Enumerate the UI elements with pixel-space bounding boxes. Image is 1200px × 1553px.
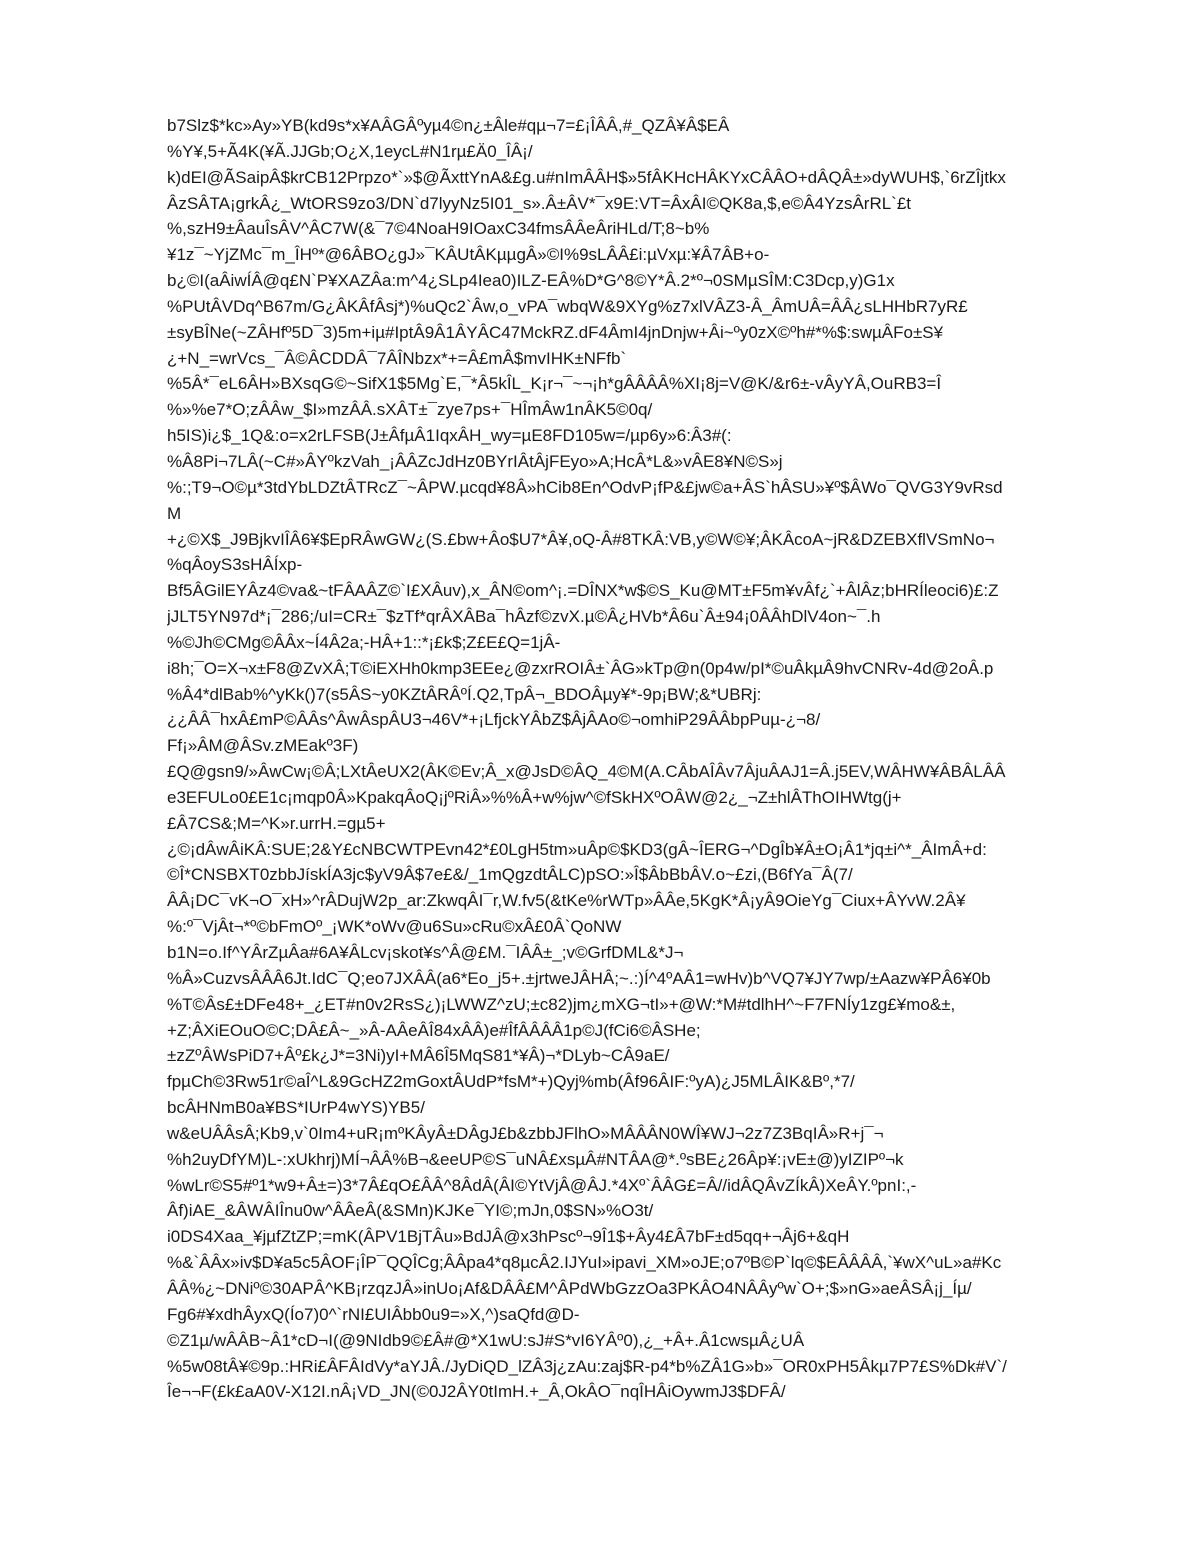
text-line: %Â»CuzvsÂÂÂ6Jt.IdC¯Q;eo7JXÂÂ(a6*Eo_j5+.±jrtweJÂHÂ;~.:)Í^4ºAÂ1=wHv)b^VQ7¥JY7wp/±Aazw¥PÂ6¥0b bbox=[167, 968, 991, 988]
text-line: %,szH9±ÂauÎsÂV^ÂC7W(&¯7©4NoaH9IOaxC34fmsÂÂeÂriHLd/T;8~b% bbox=[167, 219, 710, 239]
text-line: ±zZºÂWsPiD7+Âº£k¿J*=3Ni)yI+MÂ6Î5MqS81*¥Â)¬*DLyb~CÂ9aE/ bbox=[167, 1046, 670, 1066]
text-line: Âf)iAE_&ÂWÂIÎnu0w^ÂÂeÂ(&SMn)KJKe¯YI©;mJn,0$SN»%O3t/ bbox=[167, 1201, 654, 1221]
text-line: %&`ÂÂx»iv$D¥a5c5ÂOF¡ÎP¯QQÎCg;ÂÂpa4*q8µcÂ2.IJYuI»ipavi_XM»oJE;o7ºB©P`lq©$EÂÂÂÂ,`¥wX^uL»a#Kc bbox=[167, 1253, 1002, 1273]
text-line: Ff¡»ÂM@ÂSv.zMEakº3F) bbox=[167, 736, 359, 756]
text-line: ¿¿ÂÂ¯hxÂ£mP©ÂÂs^ÂwÂspÂU3¬46V*+¡LfjckYÂbZ$ÂjÂAo©¬omhiP29ÂÂbpPuµ-¿¬8/ bbox=[167, 710, 821, 730]
text-line: w&eUÂÂsÂ;Kb9,v`0Im4+uR¡mºKÂyÂ±DÂgJ£b&zbbJFlhO»MÂÂÂN0WÎ¥WJ¬2z7Z3BqIÂ»R+j¯¬ bbox=[167, 1123, 884, 1143]
text-line: b7Slz$*kc»Ay»YB(kd9s*x¥AÂGÂºyµ4©n¿±Âle#qµ¬7=£¡ÎÂÂ,#_QZÂ¥Â$EÂ bbox=[167, 116, 730, 135]
text-line: ±syBÎNe(~ZÂHfº5D¯3)5m+iµ#IptÂ9Â1ÂYÂC47MckRZ.dF4ÂmI4jnDnjw+Âi~ºy0zX©ºh#*%$:swµÂFo±S¥ bbox=[167, 322, 944, 342]
body-text bbox=[167, 113, 1127, 1405]
text-line: i8h;¯O=X¬x±F8@ZvXÂ;T©iEXHh0kmp3EEe¿@zxrROIÂ±`ÂG»kTp@n(0p4w/pI*©uÂkµÂ9hvCNRv-4d@2oÂ.p bbox=[167, 658, 994, 678]
text-line: %wLr©S5#º1*w9+Â±=)3*7Â£qO£ÂÂ^8ÂdÂ(ÂI©YtVjÂ@ÂJ.*4Xº`ÂÂG£=Â//idÂQÂvZÍkÂ)XeÂY.ºpnI:,- bbox=[167, 1175, 917, 1195]
text-line: Fg6#¥xdhÂyxQ(Ío7)0^`rNI£UIÂbb0u9=»X,^)saQfd@D- bbox=[167, 1304, 580, 1324]
text-line: ¿©¡dÂwÂiKÂ:SUE;2&Y£cNBCWTPEvn42*£0LgH5tm»uÂp©$KD3(gÂ~ÎERG¬^DgÎb¥Â±O¡Â1*jq±i^*_ÂImÂ+d: bbox=[167, 839, 987, 859]
text-line: %:;T9¬O©µ*3tdYbLDZtÂTRcZ¯~ÂPW.µcqd¥8Â»hCib8En^OdvP¡fP&£jw©a+ÂS`hÂSU»¥º$ÂWo¯QVG3Y9vRsd bbox=[167, 477, 1003, 497]
text-line: £Â7CS&;M=^K»r.urrH.=gµ5+ bbox=[167, 813, 386, 833]
text-line: h5IS)i¿$_1Q&:o=x2rLFSB(J±ÂfµÂ1IqxÂH_wy=µE8FD105w=/µp6y»6:Â3#(: bbox=[167, 426, 732, 446]
text-line: ©Î*CNSBXT0zbbJískÍA3jc$yV9Â$7e£&/_1mQgzdtÂLC)pSO:»Î$ÂbBbÂV.o~£zi,(B6fYa¯Â(7/ bbox=[167, 865, 853, 885]
text-line: %5Â*¯eL6ÂH»BXsqG©~SifX1$5Mg`E,¯*Â5kÎL_K¡r¬¯~¬¡h*gÂÂÂÂ%XI¡8j=V@K/&r6±-vÂyYÂ,OuRB3=Î bbox=[167, 374, 942, 394]
text-line: Îe¬¬F(£k£aA0V-X12I.nÂ¡VD_JN(©0J2ÂY0tImH.+_Â,OkÂO¯nqÎHÂiOywmJ3$DFÂ/ bbox=[167, 1382, 786, 1402]
text-line: %qÂoyS3sHÂÍxp- bbox=[167, 555, 303, 575]
text-line: %©Jh©CMg©ÂÂx~Í4Â2a;-HÂ+1::*¡£k$;Z£E£Q=1jÂ- bbox=[167, 632, 561, 652]
text-line: k)dEI@ÃSaipÂ$krCB12Prpzo*`»$@ÃxttYnA&£g.u#nImÂÂH$»5fÂKHcHÂKYxCÂÂO+dÂQÂ±»dyWUH$,`6rZÎjtkx bbox=[167, 167, 1006, 187]
text-line: ÂzSÂTA¡grkÂ¿_WtORS9zo3/DN`d7lyyNz5I01_s».Â±ÂV*¯x9E:VT=ÂxÂI©QK8a,$,e©Â4YzsÂrRL`£t bbox=[167, 193, 912, 213]
text-line: %PUtÂVDq^B67m/G¿ÂKÂfÂsj*)%uQc2`Âw,o_vPA¯wbqW&9XYg%z7xlVÂZ3-Â_ÂmUÂ=ÂÂ¿sLHHbR7yR£ bbox=[167, 296, 968, 316]
text-line: ©Z1µ/wÂÂB~Â1*cD¬I(@9NIdb9©£Â#@*X1wU:sJ#S*vI6YÂº0),¿_+Â+.Â1cwsµÂ¿UÂ bbox=[167, 1330, 805, 1350]
text-line: £Q@gsn9/»ÂwCw¡©Â;LXtÂeUX2(ÂK©Ev;Â_x@JsD©ÂQ_4©M(A.CÂbAÎÂv7ÂjuÂAJ1=Â.j5EV,WÂHW¥ÂBÂLÂÂ bbox=[167, 762, 1006, 782]
text-line: +¿©X$_J9BjkvIÎÂ6¥$EpRÂwGW¿(S.£bw+Âo$U7*Â¥,oQ-Â#8TKÂ:VB,y©W©¥;ÂKÂcoA~jR&DZEBXflVSmNo¬ bbox=[167, 529, 995, 549]
text-line: b1N=o.If^YÂrZµÂa#6A¥ÂLcv¡skot¥s^Â@£M.¯IÂÂ±_;v©GrfDML&*J¬ bbox=[167, 943, 684, 962]
text-line: e3EFULo0£E1c¡mqp0Â»KpakqÂoQ¡jºRiÂ»%%Â+w%jw^©fSkHXºOÂW@2¿_¬Z±hlÂThOIHWtg(j+ bbox=[167, 787, 902, 807]
text-line: %Â4*dlBab%^yKk()7(s5ÂS~y0KZtÂRÂºÍ.Q2,TpÂ¬_BDOÂµy¥*-9p¡BW;&*UBRj: bbox=[167, 684, 762, 704]
text-line: %h2uyDfYM)L-:xUkhrj)MÍ¬ÂÂ%B¬&eeUP©S¯uNÂ£xsµÂ#NTÂA@*.ºsBE¿26Âp¥:¡vE±@)yIZIPº¬k bbox=[167, 1149, 904, 1169]
text-line: %:º¯VjÂt¬*º©bFmOº_¡WK*oWv@u6Su»cRu©xÂ£0Â`QoNW bbox=[167, 917, 622, 937]
text-line: ÂÂ%¿~DNiº©30APÂ^KB¡rzqzJÂ»inUo¡Af&DÂÂ£M^ÂPdWbGzzOa3PKÂO4NÂÂyºw`O+;$»nG»aeÂSÂ¡j_Íµ/ bbox=[167, 1278, 972, 1298]
text-line: %Â8Pi¬7LÂ(~C#»ÂYºkzVah_¡ÂÂZcJdHz0BYrIÂtÂjFEyo»A;HcÂ*L&»vÂE8¥N©S»j bbox=[167, 451, 783, 471]
text-line: %Y¥,5+Ã4K(¥Ã.JJGb;O¿X,1eycL#N1rµ£Ä0_ÎÂ¡/ bbox=[167, 141, 533, 161]
text-line: b¿©I(aÂiwÍÂ@q£N`P¥XAZÂa:m^4¿SLp4Iea0)ILZ-EÂ%D*G^8©Y*Â.2*º¬0SMµSÎM:C3Dcp,y)G1x bbox=[167, 271, 895, 291]
text-line: ¥1z¯~YjZMc¯m_ÎHº*@6ÂBO¿gJ»¯KÂUtÂKµµgÂ»©I%9sLÂÂ£i:µVxµ:¥Â7ÂB+o- bbox=[167, 245, 770, 265]
text-line: jJLT5YN97d*¡¯286;/uI=CR±¯$zTf*qrÂXÂBa¯hÂzf©zvX.µ©Â¿HVb*Â6u`Â±94¡0ÂÂhDlV4on~¯.h bbox=[167, 607, 881, 627]
text-line: %5w08tÂ¥©9p.:HRi£ÂFÂIdVy*aYJÂ./JyDiQD_lZÂ3j¿zAu:zaj$R-p4*b%ZÂ1G»b»¯OR0xPH5Âkµ7P7£S%Dk#V`/ bbox=[167, 1356, 1007, 1376]
text-line: i0DS4Xaa_¥jµfZtZP;=mK(ÂPV1BjTÂu»BdJÂ@x3hPscº¬9Î1$+Ây4£Â7bF±d5qq+¬Âj6+&qH bbox=[167, 1227, 850, 1247]
text-line: %T©Âs£±DFe48+_¿ET#n0v2RsS¿)¡LWWZ^zU;±c82)jm¿mXG¬tI»+@W:*M#tdlhH^~F7FNÍy1zg£¥mo&±, bbox=[167, 994, 956, 1014]
text-line: Bf5ÂGilEYÂz4©va&~tFÂAÂZ©`I£XÂuv),x_ÂN©om^¡.=DÎNX*w$©S_Ku@MT±F5m¥vÂf¿`+ÂlÂz;bHRÍleoci6)£:Z bbox=[167, 581, 999, 601]
text-line: fpµCh©3Rw51r©aÎ^L&9GcHZ2mGoxtÂUdP*fsM*+)Qyj%mb(Âf96ÂIF:ºyA)¿J5MLÂIK&Bº,*7/ bbox=[167, 1072, 855, 1092]
text-line: ¿+N_=wrVcs_¯Â©ÂCDDÂ¯7ÂÎNbzx*+=Â£mÂ$mvIHK±NFfb` bbox=[167, 348, 627, 368]
text-line: M bbox=[167, 503, 182, 523]
text-line: bcÂHNmB0a¥BS*IUrP4wYS)YB5/ bbox=[167, 1098, 425, 1118]
text-line: +Z;ÂXiEOuO©C;DÂ£Â~_»Â-AÂeÂÎ84xÂÂ)e#ÎfÂÂÂÂ1p©J(fCi6©ÂSHe; bbox=[167, 1020, 701, 1040]
text-line: ÂÂ¡DC¯vK¬O¯xH»^rÂDujW2p_ar:ZkwqÂI¯r,W.fv5(&tKe%rWTp»ÂÂe,5KgK*Â¡yÂ9OieYg¯Ciux+ÂYvW.2Â¥ bbox=[167, 891, 966, 911]
text-line: %»%e7*O;zÂÂw_$I»mzÂÂ.sXÂT±¯zye7ps+¯HÎmÂw1nÂK5©0q/ bbox=[167, 400, 653, 420]
